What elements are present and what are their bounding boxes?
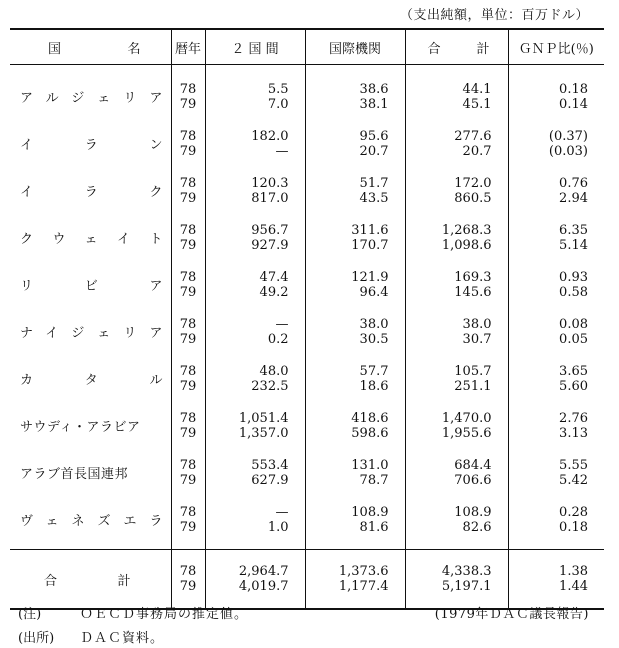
country-name: ヴェネズエラ bbox=[20, 514, 163, 529]
year-cell bbox=[171, 167, 205, 214]
total-cell-79: 1,098.6 bbox=[441, 237, 492, 253]
bilateral-cell-78: 182.0 bbox=[251, 128, 289, 144]
total-multilateral-cell-78: 1,373.6 bbox=[338, 564, 389, 579]
aid-table bbox=[10, 28, 604, 610]
gnp-cell-78: 0.08 bbox=[559, 316, 588, 332]
year-cell-79: 79 bbox=[179, 143, 197, 159]
year-cell bbox=[171, 65, 205, 121]
gnp-cell bbox=[508, 402, 604, 449]
year-cell bbox=[171, 496, 205, 550]
multilateral-cell-78: 51.7 bbox=[359, 175, 389, 191]
year-cell-78: 78 bbox=[179, 81, 197, 97]
gnp-cell-78: 0.93 bbox=[559, 269, 588, 285]
year-cell-79: 79 bbox=[179, 378, 197, 394]
bilateral-cell bbox=[205, 402, 305, 449]
multilateral-cell bbox=[305, 65, 405, 121]
multilateral-cell bbox=[305, 261, 405, 308]
multilateral-cell-78: 418.6 bbox=[351, 410, 389, 426]
total-cell-78: 169.3 bbox=[454, 269, 492, 285]
gnp-cell-78: 0.18 bbox=[559, 81, 588, 97]
multilateral-cell-78: 108.9 bbox=[351, 504, 389, 520]
year-cell-78: 78 bbox=[179, 175, 197, 191]
gnp-cell-78: 2.76 bbox=[559, 410, 588, 426]
country-name: リビア bbox=[20, 279, 163, 294]
country-name: イラン bbox=[20, 138, 163, 153]
multilateral-cell-78: 131.0 bbox=[351, 457, 389, 473]
total-cell-79: 860.5 bbox=[454, 190, 492, 206]
multilateral-cell-79: 43.5 bbox=[359, 190, 389, 206]
year-cell-78: 78 bbox=[179, 363, 197, 379]
bilateral-cell-78: 120.3 bbox=[251, 175, 289, 191]
gnp-cell bbox=[508, 496, 604, 550]
country-name: ナイジェリア bbox=[20, 326, 163, 341]
year-cell-79: 79 bbox=[179, 96, 197, 112]
header-country: 国 名 bbox=[10, 29, 171, 65]
year-cell bbox=[171, 120, 205, 167]
total-cell bbox=[405, 308, 508, 355]
total-cell-79: 706.6 bbox=[454, 472, 492, 488]
multilateral-cell-79: 38.1 bbox=[359, 96, 389, 112]
bilateral-cell-79: 1,357.0 bbox=[238, 425, 289, 441]
total-cell bbox=[405, 214, 508, 261]
total-cell-78: 172.0 bbox=[454, 175, 492, 191]
multilateral-cell-79: 96.4 bbox=[359, 284, 389, 300]
total-cell bbox=[405, 167, 508, 214]
bilateral-cell-78: 1,051.4 bbox=[238, 410, 289, 426]
year-cell-79: 79 bbox=[179, 331, 197, 347]
header-bilateral: ２ 国 間 bbox=[205, 29, 305, 65]
bilateral-cell bbox=[205, 65, 305, 121]
total-cell bbox=[405, 65, 508, 121]
gnp-cell bbox=[508, 308, 604, 355]
header-total: 合 計 bbox=[405, 29, 508, 65]
gnp-cell bbox=[508, 65, 604, 121]
total-cell-78: 108.9 bbox=[454, 504, 492, 520]
table-row bbox=[10, 167, 604, 214]
multilateral-cell bbox=[305, 120, 405, 167]
gnp-cell bbox=[508, 261, 604, 308]
year-cell-79: 79 bbox=[179, 190, 197, 206]
table-row bbox=[10, 355, 604, 402]
bilateral-cell-78: 553.4 bbox=[251, 457, 289, 473]
table-row bbox=[10, 120, 604, 167]
bilateral-cell bbox=[205, 449, 305, 496]
year-cell-79: 79 bbox=[179, 519, 197, 535]
total-cell-79: 30.7 bbox=[462, 331, 492, 347]
bilateral-cell bbox=[205, 214, 305, 261]
multilateral-cell-79: 170.7 bbox=[351, 237, 389, 253]
gnp-cell-78: 5.55 bbox=[559, 457, 588, 473]
year-cell bbox=[171, 214, 205, 261]
country-name: イラク bbox=[20, 185, 163, 200]
multilateral-cell bbox=[305, 402, 405, 449]
multilateral-cell-78: 95.6 bbox=[359, 128, 389, 144]
total-cell bbox=[405, 449, 508, 496]
header-gnp: ＧＮＰ比(％) bbox=[508, 29, 604, 65]
total-row bbox=[10, 550, 604, 610]
total-cell-79: 1,955.6 bbox=[441, 425, 492, 441]
year-cell bbox=[171, 308, 205, 355]
country-name: クウェイト bbox=[20, 232, 163, 247]
note-text: ＯＥＣＤ事務局の推定値。 bbox=[80, 607, 249, 622]
total-cell-79: 82.6 bbox=[462, 519, 492, 535]
total-year-cell bbox=[171, 550, 205, 610]
gnp-cell-79: 0.05 bbox=[559, 331, 588, 347]
multilateral-cell bbox=[305, 355, 405, 402]
bilateral-cell bbox=[205, 496, 305, 550]
gnp-cell-78: 6.35 bbox=[559, 222, 588, 238]
gnp-cell-79: 0.58 bbox=[559, 284, 588, 300]
country-name: カタル bbox=[20, 373, 163, 388]
bilateral-cell-79: 817.0 bbox=[251, 190, 289, 206]
unit-note: （支出純額，単位：百万ドル） bbox=[399, 8, 589, 23]
year-cell bbox=[171, 449, 205, 496]
bilateral-cell-79: 232.5 bbox=[251, 378, 289, 394]
year-cell bbox=[171, 402, 205, 449]
header-multilateral: 国際機関 bbox=[305, 29, 405, 65]
gnp-cell-79: 3.13 bbox=[559, 425, 588, 441]
multilateral-cell-79: 20.7 bbox=[359, 143, 389, 159]
multilateral-cell bbox=[305, 167, 405, 214]
year-cell-78: 78 bbox=[179, 128, 197, 144]
total-bilateral-cell-78: 2,964.7 bbox=[238, 564, 289, 579]
year-cell-79: 79 bbox=[179, 237, 197, 253]
total-cell-78: 1,268.3 bbox=[441, 222, 492, 238]
total-multilateral-cell-79: 1,177.4 bbox=[338, 579, 389, 594]
bilateral-cell-79: 1.0 bbox=[267, 519, 289, 535]
gnp-cell bbox=[508, 214, 604, 261]
grand-total-cell bbox=[405, 550, 508, 610]
bilateral-cell bbox=[205, 355, 305, 402]
multilateral-cell-78: 311.6 bbox=[351, 222, 389, 238]
total-cell-79: 45.1 bbox=[462, 96, 492, 112]
total-year-cell-79: 79 bbox=[179, 579, 197, 594]
total-cell-78: 38.0 bbox=[462, 316, 492, 332]
gnp-cell-78: 0.28 bbox=[559, 504, 588, 520]
total-gnp-cell bbox=[508, 550, 604, 610]
total-cell-78: 1,470.0 bbox=[441, 410, 492, 426]
year-cell bbox=[171, 261, 205, 308]
multilateral-cell bbox=[305, 214, 405, 261]
year-cell-78: 78 bbox=[179, 504, 197, 520]
bilateral-cell-78: 5.5 bbox=[267, 81, 289, 97]
multilateral-cell bbox=[305, 496, 405, 550]
year-cell-78: 78 bbox=[179, 457, 197, 473]
total-cell-79: 20.7 bbox=[462, 143, 492, 159]
bilateral-cell-79: — bbox=[275, 143, 289, 159]
table-row bbox=[10, 308, 604, 355]
bilateral-cell-78: — bbox=[275, 316, 289, 332]
gnp-cell-79: 5.42 bbox=[559, 472, 588, 488]
total-cell-78: 44.1 bbox=[462, 81, 492, 97]
gnp-cell-79: 2.94 bbox=[559, 190, 588, 206]
grand-total-cell-78: 4,338.3 bbox=[441, 564, 492, 579]
total-label: 合 計 bbox=[10, 550, 171, 610]
report-citation: (1979年ＤＡＣ議長報告) bbox=[434, 607, 589, 622]
country-name: アラブ首長国連邦 bbox=[20, 467, 129, 482]
total-gnp-cell-78: 1.38 bbox=[559, 564, 588, 579]
bilateral-cell bbox=[205, 167, 305, 214]
bilateral-cell-78: — bbox=[275, 504, 289, 520]
table-row bbox=[10, 449, 604, 496]
multilateral-cell bbox=[305, 308, 405, 355]
note-label: (注) bbox=[18, 607, 42, 622]
gnp-cell bbox=[508, 120, 604, 167]
total-cell bbox=[405, 355, 508, 402]
gnp-cell-79: 0.14 bbox=[559, 96, 588, 112]
total-cell bbox=[405, 496, 508, 550]
bilateral-cell bbox=[205, 308, 305, 355]
gnp-cell bbox=[508, 449, 604, 496]
bilateral-cell bbox=[205, 120, 305, 167]
total-year-cell-78: 78 bbox=[179, 564, 197, 579]
year-cell-78: 78 bbox=[179, 316, 197, 332]
multilateral-cell-78: 121.9 bbox=[351, 269, 389, 285]
multilateral-cell-79: 30.5 bbox=[359, 331, 389, 347]
gnp-cell-79: 5.14 bbox=[559, 237, 588, 253]
year-cell-78: 78 bbox=[179, 410, 197, 426]
country-name: アルジェリア bbox=[20, 91, 163, 106]
source-label: (出所) bbox=[18, 631, 55, 646]
multilateral-cell-79: 78.7 bbox=[359, 472, 389, 488]
multilateral-cell-78: 38.0 bbox=[359, 316, 389, 332]
gnp-cell bbox=[508, 355, 604, 402]
grand-total-cell-79: 5,197.1 bbox=[441, 579, 492, 594]
table-row bbox=[10, 214, 604, 261]
multilateral-cell bbox=[305, 449, 405, 496]
multilateral-cell-78: 57.7 bbox=[359, 363, 389, 379]
total-gnp-cell-79: 1.44 bbox=[559, 579, 588, 594]
bilateral-cell-79: 49.2 bbox=[259, 284, 289, 300]
year-cell bbox=[171, 355, 205, 402]
table-row bbox=[10, 65, 604, 121]
year-cell-79: 79 bbox=[179, 425, 197, 441]
total-cell-79: 145.6 bbox=[454, 284, 492, 300]
bilateral-cell-78: 47.4 bbox=[259, 269, 289, 285]
bilateral-cell bbox=[205, 261, 305, 308]
total-cell bbox=[405, 261, 508, 308]
total-cell bbox=[405, 402, 508, 449]
bilateral-cell-79: 7.0 bbox=[267, 96, 289, 112]
multilateral-cell-79: 81.6 bbox=[359, 519, 389, 535]
total-cell-78: 277.6 bbox=[454, 128, 492, 144]
year-cell-79: 79 bbox=[179, 284, 197, 300]
table-row bbox=[10, 496, 604, 550]
total-cell bbox=[405, 120, 508, 167]
table-row bbox=[10, 261, 604, 308]
total-bilateral-cell-79: 4,019.7 bbox=[238, 579, 289, 594]
total-cell-79: 251.1 bbox=[454, 378, 492, 394]
bilateral-cell-78: 48.0 bbox=[259, 363, 289, 379]
gnp-cell-79: 5.60 bbox=[559, 378, 588, 394]
bilateral-cell-78: 956.7 bbox=[251, 222, 289, 238]
bilateral-cell-79: 927.9 bbox=[251, 237, 289, 253]
country-name: サウディ・アラビア bbox=[20, 420, 141, 435]
gnp-cell-79: 0.18 bbox=[559, 519, 588, 535]
year-cell-79: 79 bbox=[179, 472, 197, 488]
year-cell-78: 78 bbox=[179, 269, 197, 285]
gnp-cell-78: 3.65 bbox=[559, 363, 588, 379]
gnp-cell-78: 0.76 bbox=[559, 175, 588, 191]
total-multilateral-cell bbox=[305, 550, 405, 610]
gnp-cell bbox=[508, 167, 604, 214]
total-cell-78: 684.4 bbox=[454, 457, 492, 473]
header-row bbox=[10, 29, 604, 65]
total-cell-78: 105.7 bbox=[454, 363, 492, 379]
gnp-cell-79: (0.03) bbox=[548, 143, 588, 159]
total-bilateral-cell bbox=[205, 550, 305, 610]
source-text: ＤＡＣ資料。 bbox=[80, 631, 165, 646]
bilateral-cell-79: 0.2 bbox=[267, 331, 289, 347]
year-cell-78: 78 bbox=[179, 222, 197, 238]
multilateral-cell-78: 38.6 bbox=[359, 81, 389, 97]
bilateral-cell-79: 627.9 bbox=[251, 472, 289, 488]
gnp-cell-78: (0.37) bbox=[548, 128, 588, 144]
multilateral-cell-79: 598.6 bbox=[351, 425, 389, 441]
header-year: 暦年 bbox=[171, 29, 205, 65]
multilateral-cell-79: 18.6 bbox=[359, 378, 389, 394]
table-row bbox=[10, 402, 604, 449]
